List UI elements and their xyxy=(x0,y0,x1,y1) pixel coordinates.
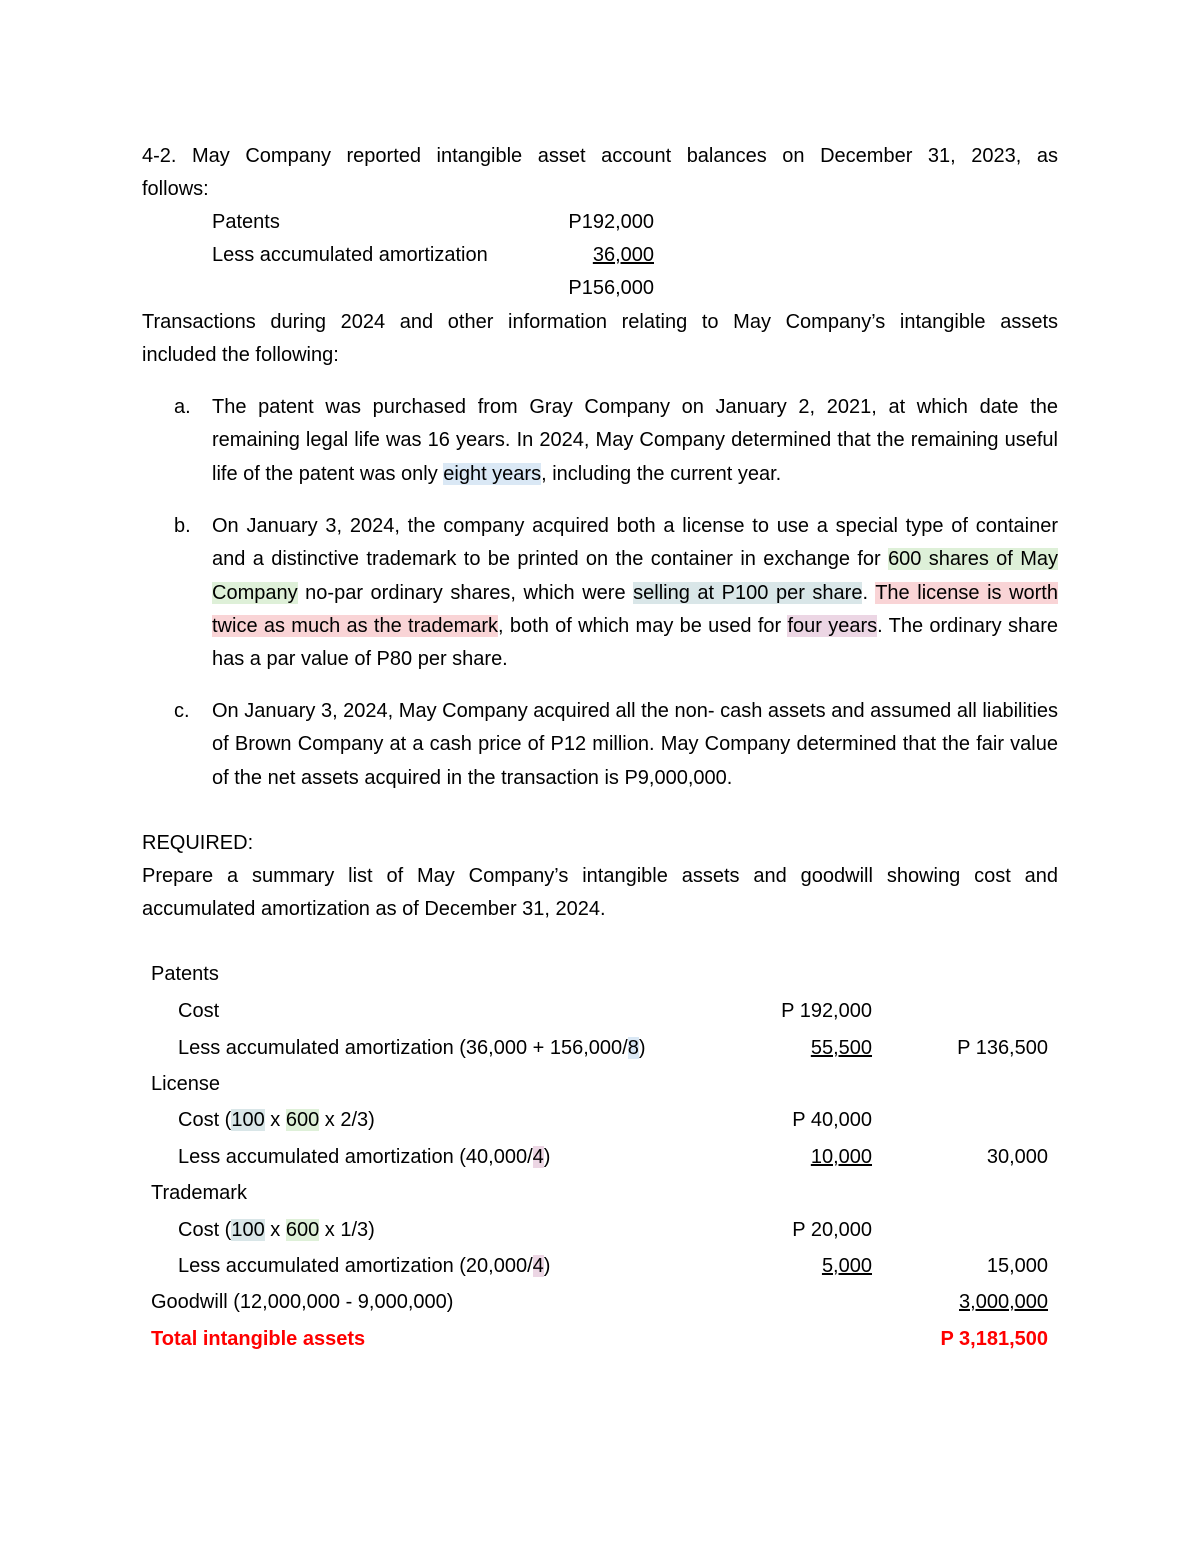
patents-amort-value: 55,500 xyxy=(810,1037,872,1059)
transactions-intro-line2: included the following: xyxy=(142,344,339,366)
item-b-part1: On January 3, 2024, the company acquired both a license to use a special type of container and a distinctive trademark to be printed on the container in exchange for xyxy=(212,515,1058,571)
trademark-heading: Trademark xyxy=(151,1182,247,1204)
required-line2: accumulated amortization as of December 31, 2024. xyxy=(142,898,606,920)
transactions-intro-line1: Transactions during 2024 and other information relating to May Company’s intangible assets xyxy=(142,311,1058,333)
item-b-part2: no-par ordinary shares, which were xyxy=(297,581,634,604)
item-b-part5: . The ordinary share has a par value of P80 per share. xyxy=(212,614,1058,671)
item-a-text xyxy=(212,391,1058,491)
highlight-four-years: four years xyxy=(787,614,878,637)
highlight-trademark-years: 4 xyxy=(532,1255,544,1277)
item-a-part1: The patent was purchased from Gray Company on January 2, 2021, at which date the remaining legal life was 16 years. In 2024, May Company determined that the remaining useful life of the patent was only xyxy=(212,396,1058,485)
trademark-cost-label-text: Cost ( xyxy=(178,1219,232,1241)
item-b-part4: , both of which may be used for xyxy=(498,614,788,637)
highlight-license-worth: The license is worth twice as much as the trademark xyxy=(212,581,1058,637)
item-b-marker: b. xyxy=(174,515,191,537)
highlight-eight-years: eight years xyxy=(443,462,542,485)
trademark-cost-value: P 20,000 xyxy=(792,1219,872,1241)
license-cost-label xyxy=(178,1105,375,1135)
trademark-amort-label-text: Less accumulated amortization (20,000/ xyxy=(178,1255,533,1277)
license-net-value: 30,000 xyxy=(986,1146,1048,1168)
license-cost-label-text: Cost ( xyxy=(178,1109,232,1131)
license-amort-value: 10,000 xyxy=(810,1146,872,1168)
item-b-text xyxy=(212,510,1058,676)
total-value: P 3,181,500 xyxy=(940,1328,1048,1350)
highlight-trademark-shares: 600 xyxy=(285,1219,320,1241)
license-amort-label-text: Less accumulated amortization (40,000/ xyxy=(178,1146,533,1168)
problem-intro-line1: 4-2. May Company reported intangible asset account balances on December 31, 2023, as xyxy=(142,145,1058,167)
highlight-trademark-price: 100 xyxy=(231,1219,265,1241)
license-amort-label xyxy=(178,1142,550,1172)
license-cost-ratio: x 2/3) xyxy=(319,1109,375,1131)
item-c-text: On January 3, 2024, May Company acquired all the non- cash assets and assumed all liabilities of Brown Company at a cash price of P12 million. May Company determined that the fair value of the net assets acquired in the transaction is P9,000,000. xyxy=(212,700,1059,789)
required-line1: Prepare a summary list of May Company’s intangible assets and goodwill showing cost and xyxy=(142,865,1058,887)
license-heading: License xyxy=(151,1073,220,1095)
patents-amort-label xyxy=(178,1033,646,1063)
trademark-amort-value: 5,000 xyxy=(821,1255,872,1277)
patents-amort-label-close: ) xyxy=(638,1037,646,1059)
balance-value-net: P156,000 xyxy=(568,277,654,299)
highlight-selling-price: selling at P100 per share xyxy=(633,581,863,604)
problem-intro-line2: follows: xyxy=(142,178,209,200)
total-label: Total intangible assets xyxy=(151,1328,366,1350)
highlight-600-shares: 600 shares of May Company xyxy=(212,548,1059,604)
balance-label-amortization: Less accumulated amortization xyxy=(212,244,488,266)
patents-net-value: P 136,500 xyxy=(957,1037,1048,1059)
trademark-cost-label xyxy=(178,1215,375,1245)
trademark-amort-label-close: ) xyxy=(543,1255,551,1277)
item-a-marker: a. xyxy=(174,396,191,418)
item-a-part2: , including the current year. xyxy=(541,462,782,485)
item-c-marker: c. xyxy=(174,700,190,722)
trademark-net-value: 15,000 xyxy=(986,1255,1048,1277)
patents-cost-value: P 192,000 xyxy=(781,1000,872,1022)
highlight-license-shares: 600 xyxy=(285,1109,320,1131)
goodwill-value: 3,000,000 xyxy=(959,1291,1048,1313)
balance-value-amortization: 36,000 xyxy=(592,244,654,266)
patents-heading: Patents xyxy=(151,963,219,985)
trademark-amort-label xyxy=(178,1251,550,1281)
highlight-license-years: 4 xyxy=(532,1146,544,1168)
balance-label-patents: Patents xyxy=(212,211,280,233)
highlight-license-price: 100 xyxy=(231,1109,265,1131)
balance-value-patents: P192,000 xyxy=(568,211,654,233)
license-amort-label-close: ) xyxy=(543,1146,551,1168)
item-b-part3: . xyxy=(862,581,876,604)
required-heading: REQUIRED: xyxy=(142,832,254,854)
license-cost-value: P 40,000 xyxy=(792,1109,872,1131)
license-cost-times: x xyxy=(264,1109,286,1131)
patents-amort-label-text: Less accumulated amortization (36,000 + 156,000/ xyxy=(178,1037,628,1059)
highlight-patent-life: 8 xyxy=(627,1037,639,1059)
trademark-cost-times: x xyxy=(264,1219,286,1241)
trademark-cost-ratio: x 1/3) xyxy=(319,1219,375,1241)
goodwill-label: Goodwill (12,000,000 - 9,000,000) xyxy=(151,1291,454,1313)
patents-cost-label: Cost xyxy=(178,1000,220,1022)
